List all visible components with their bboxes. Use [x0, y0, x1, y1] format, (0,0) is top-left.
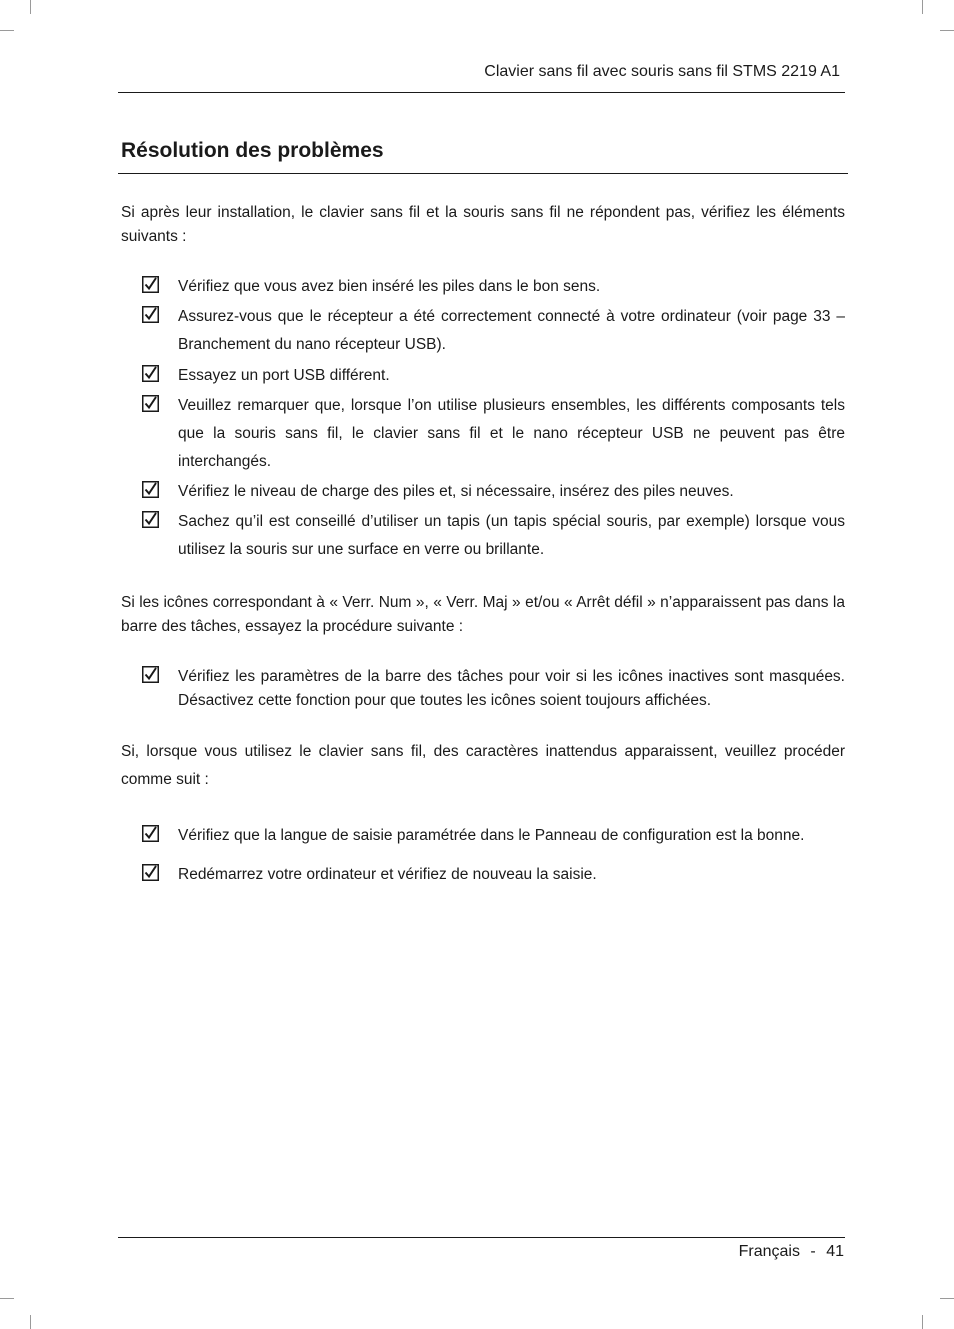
- header-rule: [118, 92, 845, 93]
- checkbox-checked-icon: [142, 864, 159, 881]
- header-title: Clavier sans fil avec souris sans fil STMS 2219 A1: [484, 63, 840, 80]
- check-text: Vérifiez les paramètres de la barre des tâches pour voir si les icônes inactives sont masquées. Désactivez cette fonction pour que toutes les icônes soient toujours affichées.: [178, 668, 845, 709]
- intro-paragraph-2: Si les icônes correspondant à « Verr. Num », « Verr. Maj » et/ou « Arrêt défil » n’apparaissent pas dans la barre des tâches, essayez la procédure suivante :: [121, 594, 845, 635]
- check-item: [142, 362, 845, 390]
- intro-paragraph-1: Si après leur installation, le clavier sans fil et la souris sans fil ne répondent pas, vérifiez les éléments suivants :: [121, 204, 845, 245]
- check-item: [142, 392, 845, 476]
- checkbox-checked-icon: [142, 365, 159, 382]
- section-title: Résolution des problèmes: [121, 139, 384, 162]
- footer-rule: [118, 1237, 845, 1238]
- crop-mark: [30, 1315, 31, 1329]
- checkbox-checked-icon: [142, 395, 159, 412]
- footer-language: Français: [738, 1243, 800, 1260]
- check-item: [142, 861, 845, 889]
- check-item: [142, 508, 845, 564]
- check-text: Vérifiez que la langue de saisie paramétrée dans le Panneau de configuration est la bonne.: [178, 827, 805, 844]
- check-item: [142, 665, 845, 713]
- checkbox-checked-icon: [142, 306, 159, 323]
- checkbox-checked-icon: [142, 666, 159, 683]
- crop-mark: [0, 30, 14, 31]
- check-text: Vérifiez que vous avez bien inséré les piles dans le bon sens.: [178, 278, 601, 295]
- section-rule: [118, 173, 848, 174]
- check-item: [142, 273, 845, 301]
- checkbox-checked-icon: [142, 511, 159, 528]
- crop-mark: [922, 0, 923, 14]
- check-text: Vérifiez le niveau de charge des piles et, si nécessaire, insérez des piles neuves.: [178, 483, 734, 500]
- check-item: [142, 478, 845, 506]
- page-number: 41: [826, 1243, 844, 1260]
- crop-mark: [922, 1315, 923, 1329]
- check-text: Veuillez remarquer que, lorsque l’on utilise plusieurs ensembles, les différents composants tels que la souris sans fil, le clavier sans fil et le nano récepteur USB ne peuvent pas être interchangés.: [178, 397, 845, 470]
- check-item: [142, 822, 845, 850]
- crop-mark: [940, 1298, 954, 1299]
- check-item: [142, 303, 845, 359]
- crop-mark: [940, 30, 954, 31]
- check-text: Assurez-vous que le récepteur a été correctement connecté à votre ordinateur (voir page 33 – Branchement du nano récepteur USB).: [178, 308, 845, 353]
- intro-paragraph-3: Si, lorsque vous utilisez le clavier sans fil, des caractères inattendus apparaissent, veuillez procéder comme suit :: [121, 743, 845, 788]
- check-text: Redémarrez votre ordinateur et vérifiez de nouveau la saisie.: [178, 866, 597, 883]
- crop-mark: [0, 1298, 14, 1299]
- checkbox-checked-icon: [142, 481, 159, 498]
- checkbox-checked-icon: [142, 825, 159, 842]
- footer: [739, 1243, 844, 1261]
- crop-mark: [30, 0, 31, 14]
- checkbox-checked-icon: [142, 276, 159, 293]
- check-text: Sachez qu’il est conseillé d’utiliser un tapis (un tapis spécial souris, par exemple) lorsque vous utilisez la souris sur une surface en verre ou brillante.: [178, 513, 845, 558]
- footer-separator: -: [810, 1243, 816, 1260]
- check-text: Essayez un port USB différent.: [178, 367, 390, 384]
